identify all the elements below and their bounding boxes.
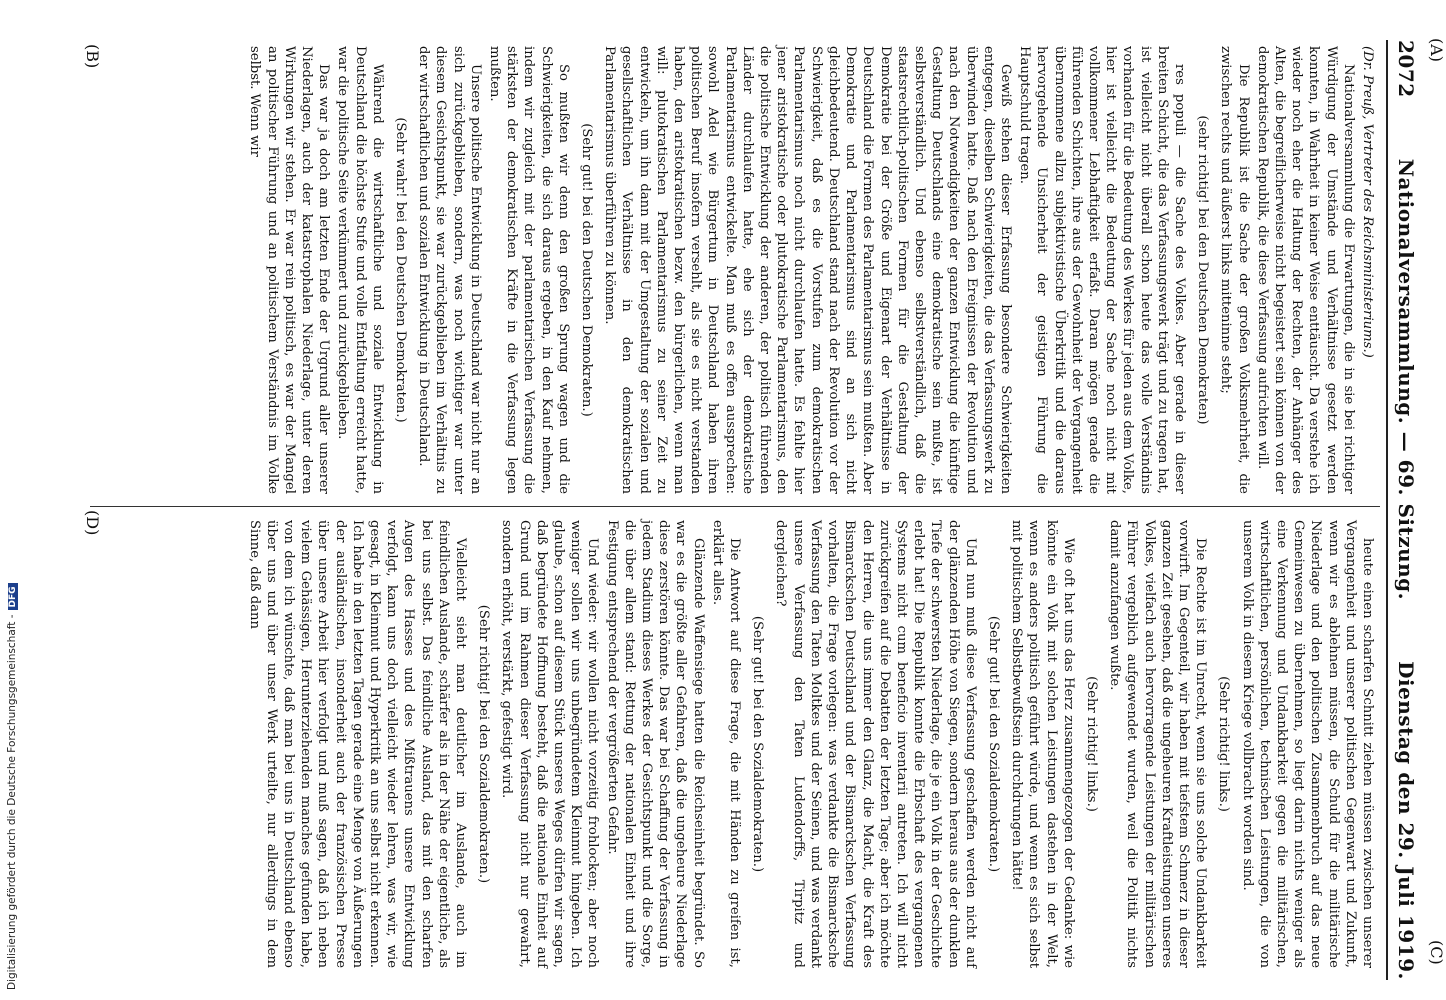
interjection: (Sehr richtig! links.)	[1216, 676, 1232, 812]
margin-marker-a: (A)	[1427, 38, 1446, 63]
interjection: (sehr richtig! bei den Deutschen Demokraten)	[1195, 115, 1211, 425]
interjection: (Sehr richtig! bei den Sozialdemokraten.)	[476, 604, 492, 884]
interjection: (Sehr gut! bei den Sozialdemokraten.)	[750, 615, 766, 873]
page-number: 2072	[1394, 40, 1418, 98]
interjection: (Sehr wahr! bei den Deutschen Demokraten.)	[393, 117, 409, 423]
paragraph: Die Republik ist die Sache der großen Volksmehrheit, die zwischen rechts und äußerst links mitteninne steht;	[1218, 46, 1251, 494]
margin-marker-c: (C)	[1427, 940, 1446, 965]
paragraph: Und nun muß diese Verfassung geschaffen werden nicht auf der glänzenden Höhe von Siegen, sondern heraus aus der dunklen Tiefe der schwersten Niederlage, die je ein Volk in der Geschichte erlebt hat! Die Republik konnte die Erbschaft des vergangenen Systems nicht cum beneficio inventarii antreten. Ich will nicht zurückgreifen auf die Debatten der letzten Tage; aber ich möchte den Herren, die uns immer den Glanz, die Macht, die Kraft des Bismarckschen Deutschland und der Bismarckschen Verfassung vorhalten, die Frage vorlegen: was verdankte die Bismarcksche Verfassung den Taten Moltkes und der Seinen, und was verdankt unsere Verfassung den Taten Ludendorffs, Tirpitz und dergleichen?	[773, 520, 978, 968]
session-date: Dienstag den 29. Juli 1919.	[1394, 661, 1418, 980]
paragraph: Vielleicht sieht man deutlicher im Auslande, auch im feindlichen Auslande, schärfer als in der Nähe der eigentliche, als bei uns selbst. Das feindliche Ausland, das mit den scharfen Augen des Hasses und des Mißtrauens unsere Entwicklung verfolgt, kann uns doch vielleicht wieder lehren, was wir, wie gesagt, in Kleinmut und Hyperkritik an uns selbst nicht erkennen. Ich habe in den letzten Tagen gerade eine Menge von Äußerungen der ausländischen, insonderheit auch der französischen Presse über unsere Arbeit hier verfolgt und muß sagen, daß ich neben vielem Gehässigen, Herunterziehenden manches gefunden habe, von dem ich wünschte, daß man bei uns in Deutschland ebenso über uns und über unser Werk urteilte, nur allerdings in dem Sinne, daß dann	[246, 520, 469, 968]
paragraph: Und wieder: wir wollen nicht vorzeitig frohlocken; aber noch weniger sollen wir uns unbegründetem Kleinmut hingeben. Ich glaube, schon auf diesem Stück unseres Weges dürfen wir sagen, daß begründete Hoffnung besteht, daß die nationale Einheit auf Grund und im Rahmen dieser Verfassung nicht nur gewahrt, sondern erhöht, verstärkt, gefestigt wird.	[499, 520, 601, 968]
margin-marker-b: (B)	[83, 44, 102, 69]
paragraph: Wie oft hat uns das Herz zusammengezogen der Gedanke: wie könnte ein Volk mit solchen Leistungen dastehen in der Welt, wenn es anders politisch geführt würde, und wenn es sich selbst mit politischem Selbstbewußtsein durchdrungen hätte!	[1009, 520, 1076, 968]
right-column	[86, 520, 1376, 968]
digitization-credit	[4, 0, 18, 990]
interjection: (Sehr gut! bei den Deutschen Demokraten.)	[579, 123, 595, 417]
speaker-line: (Dr. Preuß, Vertreter des Reichsministeriums.)	[1360, 46, 1375, 358]
paragraph: Gewiß stehen dieser Erfassung besondere Schwierigkeiten entgegen, dieselben Schwierigkeiten, die das Verfassungswerk zu überwinden hatte. Daß nach den Ereignissen der Revolution und nach den Notwendigkeiten der ganzen Entwicklung die künftige Gestaltung Deutschlands eine demokratische sein mußte, ist selbstverständlich. Und ebenso selbstverständlich, daß die staatsrechtlich-politischen Formen für die Gestaltung der Demokratie bei der Größe und Eigenart der Verhältnisse in Deutschland die Formen des Parlamentarismus sein mußten. Aber Demokratie und Parlamentarismus sind an sich nicht gleichbedeutend. Deutschland stand nach der Revolution vor der Schwierigkeit, daß es die Vorstufen zum demokratischen Parlamentarismus noch nicht durchlaufen hatte. Es fehlte hier jener aristokratische oder plutokratische Parlamentarismus, den die politische Entwicklung der anderen, der politisch führenden Länder durchlaufen hatte, ehe sich der demokratische Parlamentarismus entwickelte. Man muß es offen aussprechen: sowohl Adel wie Bürgertum in Deutschland haben ihren politischen Beruf insofern versehlt, als sie es nicht verstanden haben, den aristokratischen bezw. den bürgerlichen, wenn man will: plutokratischen Parlamentarismus zu seiner Zeit zu entwickeln, um ihn dann mit der Umgestaltung der sozialen und gesellschaftlichen Verhältnisse in den demokratischen Parlamentarismus überführen zu können.	[602, 46, 1013, 494]
left-column	[86, 46, 1376, 494]
page-title: Nationalversammlung. — 69. Sitzung.	[1394, 158, 1418, 601]
paragraph: heute einen scharfen Schnitt ziehen müssen zwischen unserer Vergangenheit und unserer politischen Gegenwart und Zukunft, wenn wir es ablehnen müssen, die Schuld für die militärische Niederlage und den politischen Zusammenbruch auf das neue Gemeinwesen zu übernehmen, so liegt darin nichts weniger als eine Verkennung und Undankbarkeit gegen die militärischen, wirtschaftlichen, persönlichen, technischen Leistungen, die von unserem Volk in diesem Kriege vollbracht worden sind.	[1239, 520, 1375, 968]
page-header	[1392, 40, 1420, 980]
paragraph: Nationalversammlung die Erwartungen, die in sie bei richtiger Würdigung der Umstände und Verhältnisse gesetzt werden konnten, in Wahrheit in keiner Weise enttäuscht. Da verstehe ich wieder noch eher die Haltung der Rechten, der Anhänger des Alten, die begreiflicherweise nicht begeistert sein können von der demokratischen Republik, die diese Verfassung aufrichten will.	[1254, 46, 1356, 494]
dfg-logo: DFG	[8, 583, 18, 610]
interjection: (Sehr gut! bei den Sozialdemokraten.)	[985, 615, 1001, 873]
paragraph: Glänzende Waffensiege hatten die Reichseinheit begründet. So war es die größte aller Gefahren, daß die ungeheure Niederlage diese zerstören könnte. Das war bei Schaffung der Verfassung in jedem Stadium dieses Werkes der Gesichtspunkt und die Sorge, die über allem stand: Rettung der nationalen Einheit und ihre Festigung entsprechend der vergrößerten Gefahr.	[604, 520, 706, 968]
paragraph: Während die wirtschaftliche und soziale Entwicklung in Deutschland die höchste Stufe und volle Entfaltung erreicht hatte, war die politische Seite verkümmert und zurückgeblieben.	[335, 46, 385, 494]
paragraph: So mußten wir denn den großen Sprung wagen und die Schwierigkeiten, die sich daraus ergeben, in den Kauf nehmen, indem wir zugleich mit der parlamentarischen Verfassung die stärksten der demokratischen Kräfte in die Verfassung legen mußten.	[487, 46, 571, 494]
paragraph: Die Antwort auf diese Frage, die mit Händen zu greifen ist, erklärt alles.	[709, 520, 743, 968]
margin-marker-d: (D)	[83, 510, 102, 536]
paragraph: Das war ja doch am letzten Ende der Urgrund aller unserer Niederlagen, auch der katastrophalen Niederlage, unter deren Wirkungen wir stehen. Er war rein politisch, es war der Mangel an politischer Führung und an politischem Verständnis im Volke selbst. Wenn wir	[247, 46, 332, 494]
paragraph: Die Rechte ist im Unrecht, wenn sie uns solche Undankbarkeit vorwirft. Im Gegenteil, wir haben mit tiefstem Schmerz in dieser ganzen Zeit gesehen, daß die ungeheuren Kraftleistungen unseres Volkes, vielfach auch hervorragende Leistungen der militärischen Führer vergeblich aufgewendet wurden, weil die Politik nichts damit anzufangen wußte.	[1107, 520, 1209, 968]
paragraph: res populi — die Sache des Volkes. Aber gerade in dieser breiten Schicht, die das Verfassungswerk trägt und zu tragen hat, ist vielleicht nicht überall schon heute das volle Verständnis vorhanden für die Bedeutung des Werkes für jeden aus dem Volke, hier ist vielleicht die Bedeutung der Sache noch nicht mit vollkommener Lebhaftigkeit erfaßt. Daran mögen gerade die führenden Schichten, ihre aus der Gewohnheit der Vergangenheit übernommene allzu subjektivistische Überkritik und die daraus hervorgehende Unsicherheit der geistigen Führung die Hauptschuld tragen.	[1017, 46, 1187, 494]
paragraph: Unsere politische Entwicklung in Deutschland war nicht nur an sich zurückgeblieben, sondern, was noch wichtiger war unter diesem Gesichtspunkt, sie war zurückgeblieben im Verhältnis zu der wirtschaftlichen und sozialen Entwicklung in Deutschland.	[416, 46, 483, 494]
header-rule	[1386, 40, 1388, 980]
credit-text: Digitalisierung gefördert durch die Deutsche Forschungsgemeinschaft -	[6, 614, 18, 990]
interjection: (Sehr richtig! links.)	[1083, 676, 1099, 812]
column-divider	[90, 506, 1380, 507]
rotated-page-content	[80, 38, 1446, 980]
